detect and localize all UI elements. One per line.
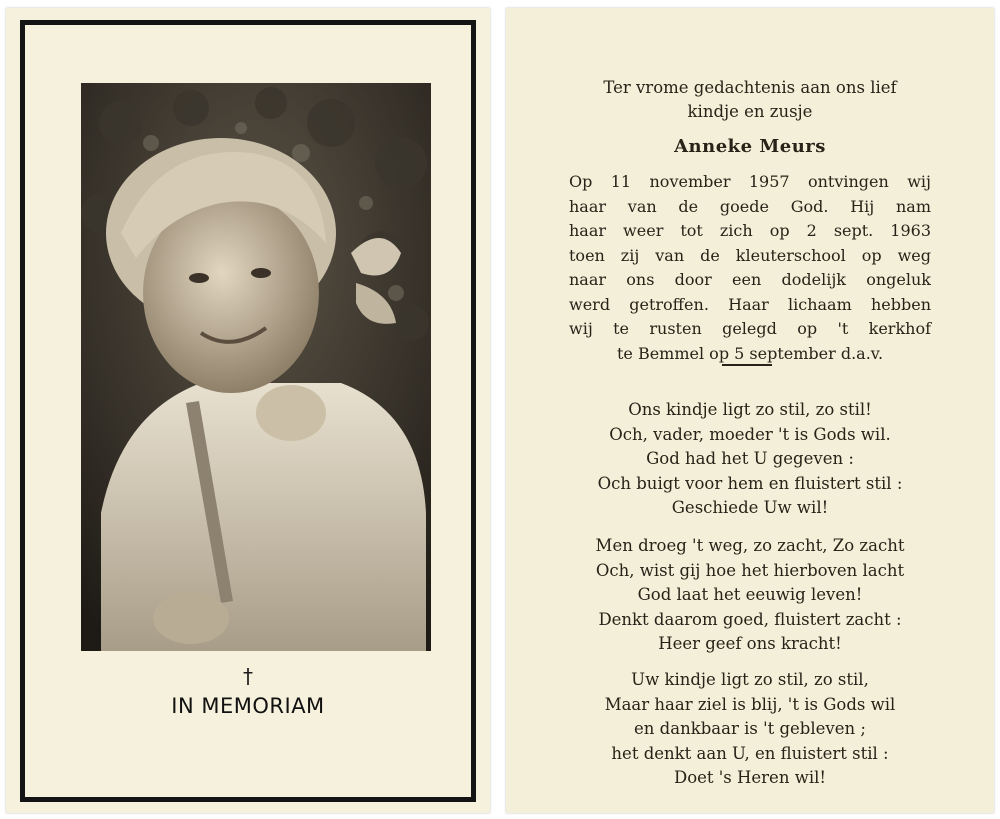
verse-line: Heer geef ons kracht! [658,634,842,653]
bio-line: te Bemmel op 5 september d.a.v. [616,343,884,363]
biography-paragraph [506,170,994,366]
verse-line: God had het U gegeven : [646,449,854,468]
verse-line: Och buigt voor hem en fluistert stil : [597,473,903,493]
verse-line: Och, vader, moeder 't is Gods wil. [609,424,891,444]
verse-line: Uw kindje ligt zo stil, zo stil, [631,670,869,689]
poem-verse-1 [506,398,994,521]
verse-line: Maar haar ziel is blij, 't is Gods wil [604,694,896,714]
verse-line: God laat het eeuwig leven! [637,585,863,604]
verse-line: het denkt aan U, en fluistert stil : [611,743,889,763]
bio-line: haar van de goede God. Hij nam [569,196,931,216]
section-divider [722,364,772,366]
verse-line: Denkt daarom goed, fluistert zacht : [598,609,902,629]
cross-symbol: † [243,664,253,688]
bio-line: wij te rusten gelegd op 't kerkhof [569,319,931,338]
poem-verse-2 [506,534,994,657]
verse-line: Ons kindje ligt zo stil, zo stil! [628,400,872,419]
intro-line: kindje en zusje [687,102,813,121]
bio-line: toen zij van de kleuterschool op weg [569,245,931,265]
verse-line: en dankbaar is 't gebleven ; [634,719,866,738]
poem-verse-3 [506,668,994,791]
verse-line: Doet 's Heren wil! [673,768,827,787]
intro-line: Ter vrome gedachtenis aan ons lief [603,78,897,97]
verse-line: Men droeg 't weg, zo zacht, Zo zacht [595,536,905,555]
bio-line: haar weer tot zich op 2 sept. 1963 [569,221,931,240]
bio-line: Op 11 november 1957 ontvingen wij [569,172,931,191]
memorial-card-back [506,8,994,813]
portrait-photo [81,83,431,651]
verse-line: Geschiede Uw wil! [671,498,829,517]
deceased-name: Anneke Meurs [674,136,826,157]
in-memoriam-heading: IN MEMORIAM [171,694,325,718]
bio-line: naar ons door een dodelijk ongeluk [569,270,931,289]
bio-line: werd getroffen. Haar lichaam hebben [569,294,931,314]
verse-line: Och, wist gij hoe het hierboven lacht [595,560,905,580]
dedication-intro [506,76,994,124]
memorial-card-front [6,8,490,813]
